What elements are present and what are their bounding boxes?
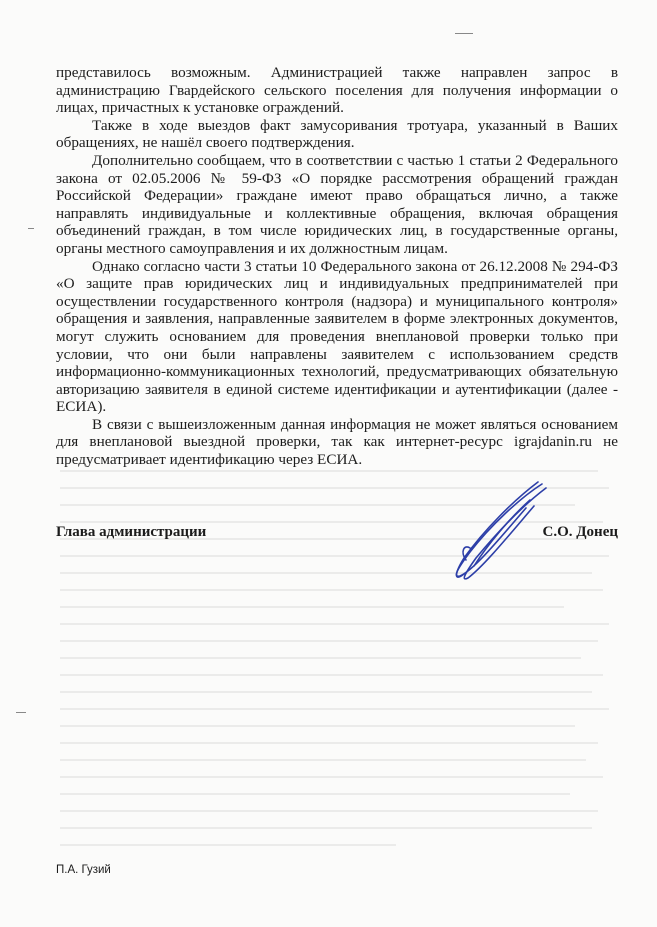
scan-mark xyxy=(28,228,34,229)
signatory-position: Глава администрации xyxy=(56,524,207,540)
paragraph-conclusion: В связи с вышеизложенным данная информация не может являться основанием для внеплановой выездной проверки, так как интернет-ресурс igrajdanin.ru не предусматривает идентификацию через ЕСИА. xyxy=(56,415,618,469)
scan-mark xyxy=(16,712,26,713)
letter-body xyxy=(56,64,618,469)
handwritten-signature xyxy=(430,478,550,588)
executor-name: П.А. Гузий xyxy=(56,864,111,876)
scan-mark xyxy=(455,33,473,34)
paragraph-law-294: Однако согласно части 3 статьи 10 Федерального закона от 26.12.2008 № 294-ФЗ «О защите прав юридических лиц и индивидуальных предпринимателей при осуществлении государственного контроля (надзора) и муниципального контроля» обращения и заявления, направленные заявителем в форме электронных документов, могут служить основанием для проведения внеплановой проверки только при условии, что они были направлены заявителем с использованием средств информационно-коммуникационных технологий, предусматривающих обязательную авторизацию заявителя в единой системе идентификации и аутентификации (далее - ЕСИА). xyxy=(56,257,618,416)
signatory-name: С.О. Донец xyxy=(542,524,618,540)
paragraph-continuation: представилось возможным. Администрацией также направлен запрос в администрацию Гвардейского сельского поселения для получения информации о лицах, причастных к установке ограждений. xyxy=(56,64,618,117)
paragraph-law-59: Дополнительно сообщаем, что в соответствии с частью 1 статьи 2 Федерального закона от 02.05.2006 № 59-ФЗ «О порядке рассмотрения обращений граждан Российской Федерации» граждане имеют право обращаться лично, а также направлять индивидуальные и коллективные обращения, включая обращения объединений граждан, в том числе юридических лиц, в государственные органы, органы местного самоуправления и их должностным лицам. xyxy=(56,151,618,257)
paragraph-sidewalk: Также в ходе выездов факт замусоривания тротуара, указанный в Ваших обращениях, не нашёл своего подтверждения. xyxy=(56,116,618,152)
